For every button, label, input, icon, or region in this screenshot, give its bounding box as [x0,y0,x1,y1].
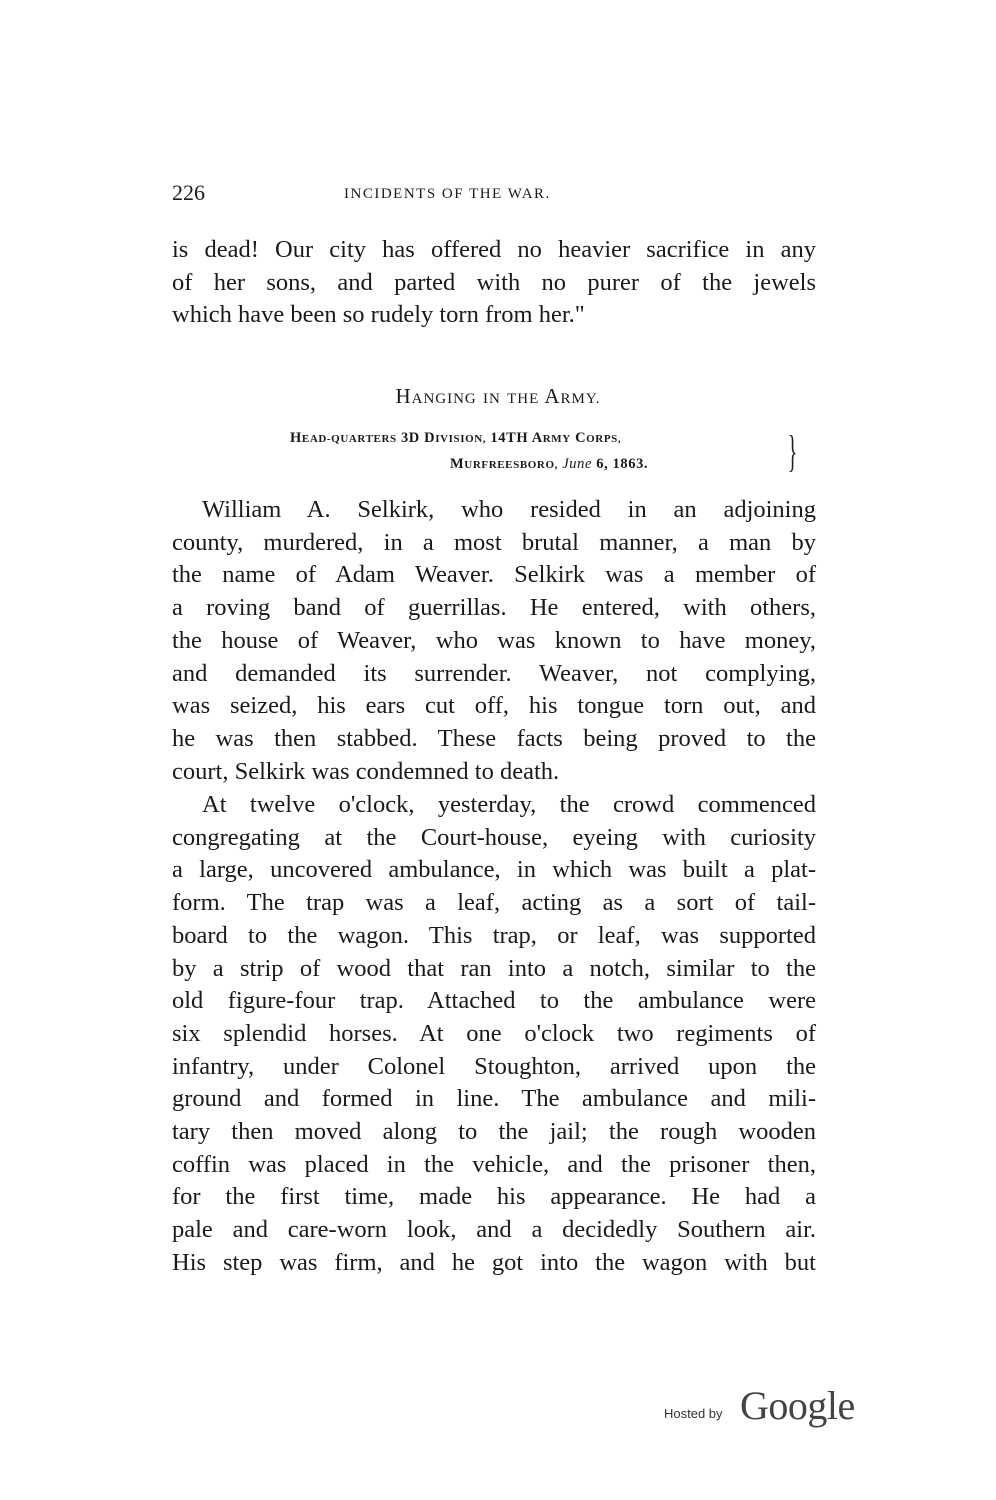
text-line: he was then stabbed. These facts being proved to the [172,724,816,752]
dateline-word: 14TH [490,430,529,446]
text-line: a large, uncovered ambulance, in which was built a plat- [172,856,816,884]
text-line: a roving band of guerrillas. He entered, with others, [172,594,816,622]
text-line: William A. Selkirk, who resided in an adjoining [202,496,816,523]
text-line: board to the wagon. This trap, or leaf, was supported [172,921,816,949]
paragraph-2 [172,789,816,1280]
text-line: infantry, under Colonel Stoughton, arrived upon the [172,1052,816,1080]
dateline-date: 6, 1863. [596,456,649,472]
dateline-initial: C [575,430,587,446]
dateline-word: IVISION, [435,433,487,445]
page-header [172,180,816,210]
text-line: the name of Adam Weaver. Selkirk was a member of [172,561,816,589]
brace-icon: } [787,427,798,476]
page-number: 226 [172,180,205,205]
dateline-initial: M [450,456,465,472]
title-word: THE [507,391,540,407]
title-initial: A [544,384,561,408]
text-line: six splendid horses. At one o'clock two regiments of [172,1019,816,1047]
title-word: RMY. [560,391,601,407]
dateline-word: 3D [400,430,420,446]
hosted-by-label: Hosted by [664,1406,723,1421]
continued-paragraph [172,234,816,332]
dateline-place-date [450,456,648,473]
dateline-month: June [562,456,592,472]
title-initial: H [395,384,412,408]
title-word: ANGING [411,391,477,407]
text-line: court, Selkirk was condemned to death. [172,757,560,785]
text-line: pale and care-worn look, and a decidedly Southern air. [172,1216,816,1244]
dateline-word: RMY [542,433,571,445]
dateline-initial: A [531,430,543,446]
dateline-word: EAD-QUARTERS [301,433,397,445]
text-line: for the first time, made his appearance. He had a [172,1183,816,1211]
text-line: county, murdered, in a most brutal manner, a man by [172,528,816,556]
text-line: congregating at the Court-house, eyeing with curiosity [172,823,816,851]
text-line: and demanded its surrender. Weaver, not complying, [172,659,816,687]
text-line: of her sons, and parted with no purer of the jewels [172,268,816,296]
dateline-initial: H [290,430,302,446]
text-line: At twelve o'clock, yesterday, the crowd commenced [202,791,816,818]
text-line: form. The trap was a leaf, acting as a sort of tail- [172,889,816,917]
text-line: tary then moved along to the jail; the rough wooden [172,1118,816,1146]
text-line: ground and formed in line. The ambulance and mili- [172,1085,816,1113]
dateline-word: ORPS, [586,433,622,445]
text-line: was seized, his ears cut off, his tongue torn out, and [172,692,816,720]
text-line: old figure-four trap. Attached to the ambulance were [172,987,816,1015]
paragraph-1 [172,494,816,788]
section-title [0,384,996,409]
title-word: IN [483,391,501,407]
hosted-by-google-watermark [664,1382,864,1432]
text-line: by a strip of wood that ran into a notch, similar to the [172,954,816,982]
running-head: INCIDENTS OF THE WAR. [344,186,551,202]
text-line: His step was firm, and he got into the wagon with but [172,1248,816,1276]
text-line: the house of Weaver, who was known to have money, [172,626,816,654]
text-line: is dead! Our city has offered no heavier sacrifice in any [172,236,816,263]
text-line: which have been so rudely torn from her." [172,301,585,329]
google-logo: Google [740,1383,855,1428]
dateline-initial: D [424,430,436,446]
dateline-word: URFREESBORO, [464,459,558,471]
dateline-headquarters [290,430,621,447]
text-line: coffin was placed in the vehicle, and the prisoner then, [172,1150,816,1178]
